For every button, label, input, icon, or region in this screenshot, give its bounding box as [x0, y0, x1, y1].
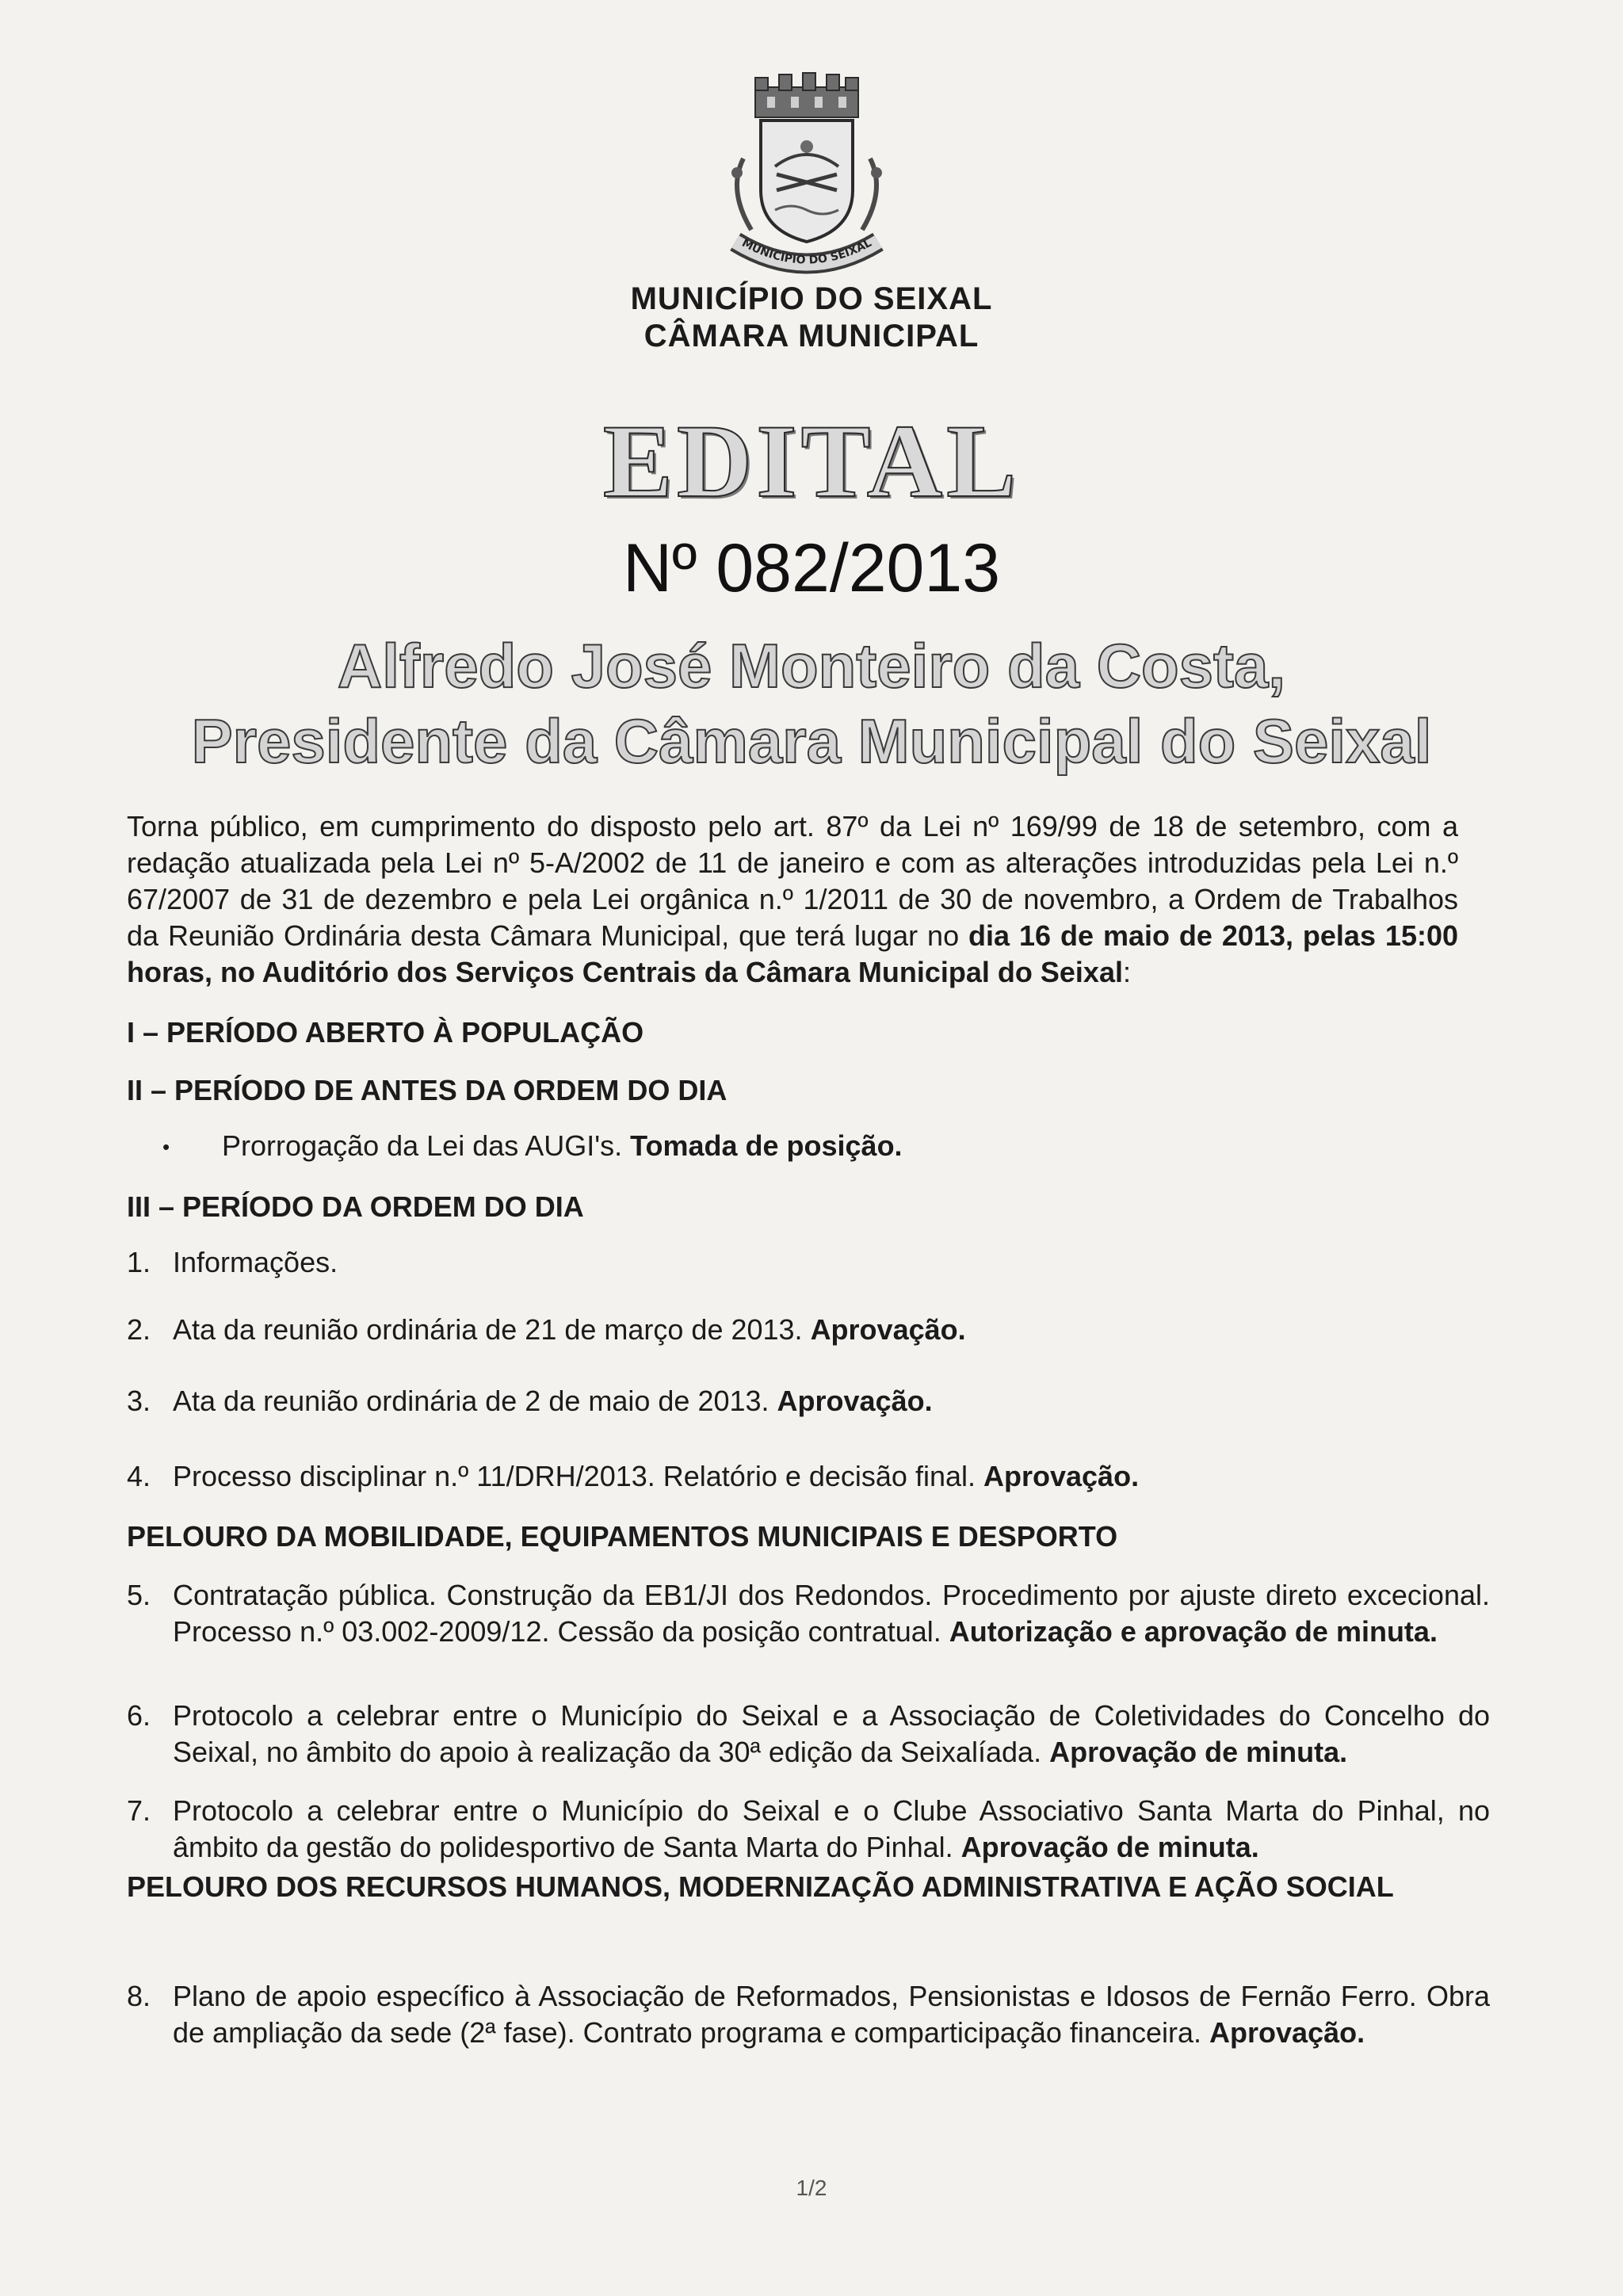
president-title: Presidente da Câmara Municipal do Seixal	[191, 706, 1432, 776]
section-heading-pelouro-recursos-humanos: PELOURO DOS RECURSOS HUMANOS, MODERNIZAÇÃO ADMINISTRATIVA E AÇÃO SOCIAL	[127, 1870, 1394, 1903]
section-heading-antes-ordem-dia: II – PERÍODO DE ANTES DA ORDEM DO DIA	[127, 1074, 727, 1106]
page-number: 1/2	[796, 2176, 827, 2200]
section-heading-ordem-dia: III – PERÍODO DA ORDEM DO DIA	[127, 1190, 584, 1223]
council-name: CÂMARA MUNICIPAL	[643, 319, 980, 353]
bullet-icon: •	[162, 1135, 170, 1159]
edital-number: Nº 082/2013	[622, 530, 1001, 606]
municipality-name: MUNICÍPIO DO SEIXAL	[630, 281, 993, 316]
antes-ordem-item: Prorrogação da Lei das AUGI's. Tomada de posição.	[222, 1129, 903, 1162]
svg-text:MUNICÍPIO DO SEIXAL: MUNICÍPIO DO SEIXAL	[739, 236, 874, 267]
edital-title: EDITAL	[602, 403, 1021, 519]
document-page: MUNICÍPIO DO SEIXAL MUNICÍPIO DO SEIXAL CÂMARA MUNICIPAL EDITAL Nº 082/2013 Alfredo José Monteiro da Costa, Presidente da Câmara Municipal do Seixal Torna público, em cumprimento do disposto pelo art. 87º da Lei nº 169/99 de 18 de setembro, com a redação atualizada pela Lei nº 5-A/2002 de 11 de janeiro e com as alterações introduzidas pela Lei n.º 67/2007 de 31 de dezembro e pela Lei orgânica n.º 1/2011 de 30 de novembro, a Ordem de Trabalhos da Reunião Ordinária desta Câmara Municipal, que terá lugar no dia 16 de maio de 2013, pelas 15:00 horas, no Auditório dos Serviços Centrais da Câmara Municipal do Seixal: I – PERÍODO ABERTO À POPULAÇÃO II – PERÍODO DE ANTES DA ORDEM DO DIA • Prorrogação da Lei das AUGI's. Tomada de posição. III – PERÍODO DA ORDEM DO DIA 1. Informações. 2. Ata da reunião ordinária de 21 de março de 2013. Aprovação. 3. Ata da reunião ordinária de 2 de maio de 2013. Aprovação. 4. Processo disciplinar n.º 11/DRH/2013. Relatório e decisão final. Aprovação. PELOURO DA MOBILIDADE, EQUIPAMENTOS MUNICIPAIS E DESPORTO 5. Contratação pública. Construção da EB1/JI dos Redondos. Procedimento por ajuste direto excecional. Processo n.º 03.002-2009/12. Cessão da posição contratual. Autorização e aprovação de minuta. 6. Protocolo a celebrar entre o Município do Seixal e a Associação de Coletividades do Concelho do Seixal, no âmbito do apoio à realização da 30ª edição da Seixalíada. Aprovação de minuta. 7. Protocolo a celebrar entre o Município do Seixal e o Clube Associativo Santa Marta do Pinhal, no âmbito da gestão do polidesportivo de Santa Marta do Pinhal. Aprovação de minuta. PELOURO DOS RECURSOS HUMANOS, MODERNIZAÇÃO ADMINISTRATIVA E AÇÃO SOCIAL 8. Plano de apoio específico à Associação de Reformados, Pensionistas e Idosos de Fernão Ferro. Obra de ampliação da sede (2ª fase). Contrato programa e comparticipação financeira. Aprovação. 1/2	[0, 0, 1623, 2296]
section-heading-periodo-aberto: I – PERÍODO ABERTO À POPULAÇÃO	[127, 1016, 644, 1049]
intro-paragraph: Torna público, em cumprimento do disposto pelo art. 87º da Lei nº 169/99 de 18 de setembro, com a redação atualizada pela Lei nº 5-A/2002 de 11 de janeiro e com as alterações introduzidas pela Lei n.º 67/2007 de 31 de dezembro e pela Lei orgânica n.º 1/2011 de 30 de novembro, a Ordem de Trabalhos da Reunião Ordinária desta Câmara Municipal, que terá lugar no dia 16 de maio de 2013, pelas 15:00 horas, no Auditório dos Serviços Centrais da Câmara Municipal do Seixal:	[127, 810, 1458, 988]
president-name: Alfredo José Monteiro da Costa,	[337, 631, 1286, 701]
section-heading-pelouro-mobilidade: PELOURO DA MOBILIDADE, EQUIPAMENTOS MUNICIPAIS E DESPORTO	[127, 1520, 1118, 1553]
municipal-crest-logo	[688, 71, 926, 285]
